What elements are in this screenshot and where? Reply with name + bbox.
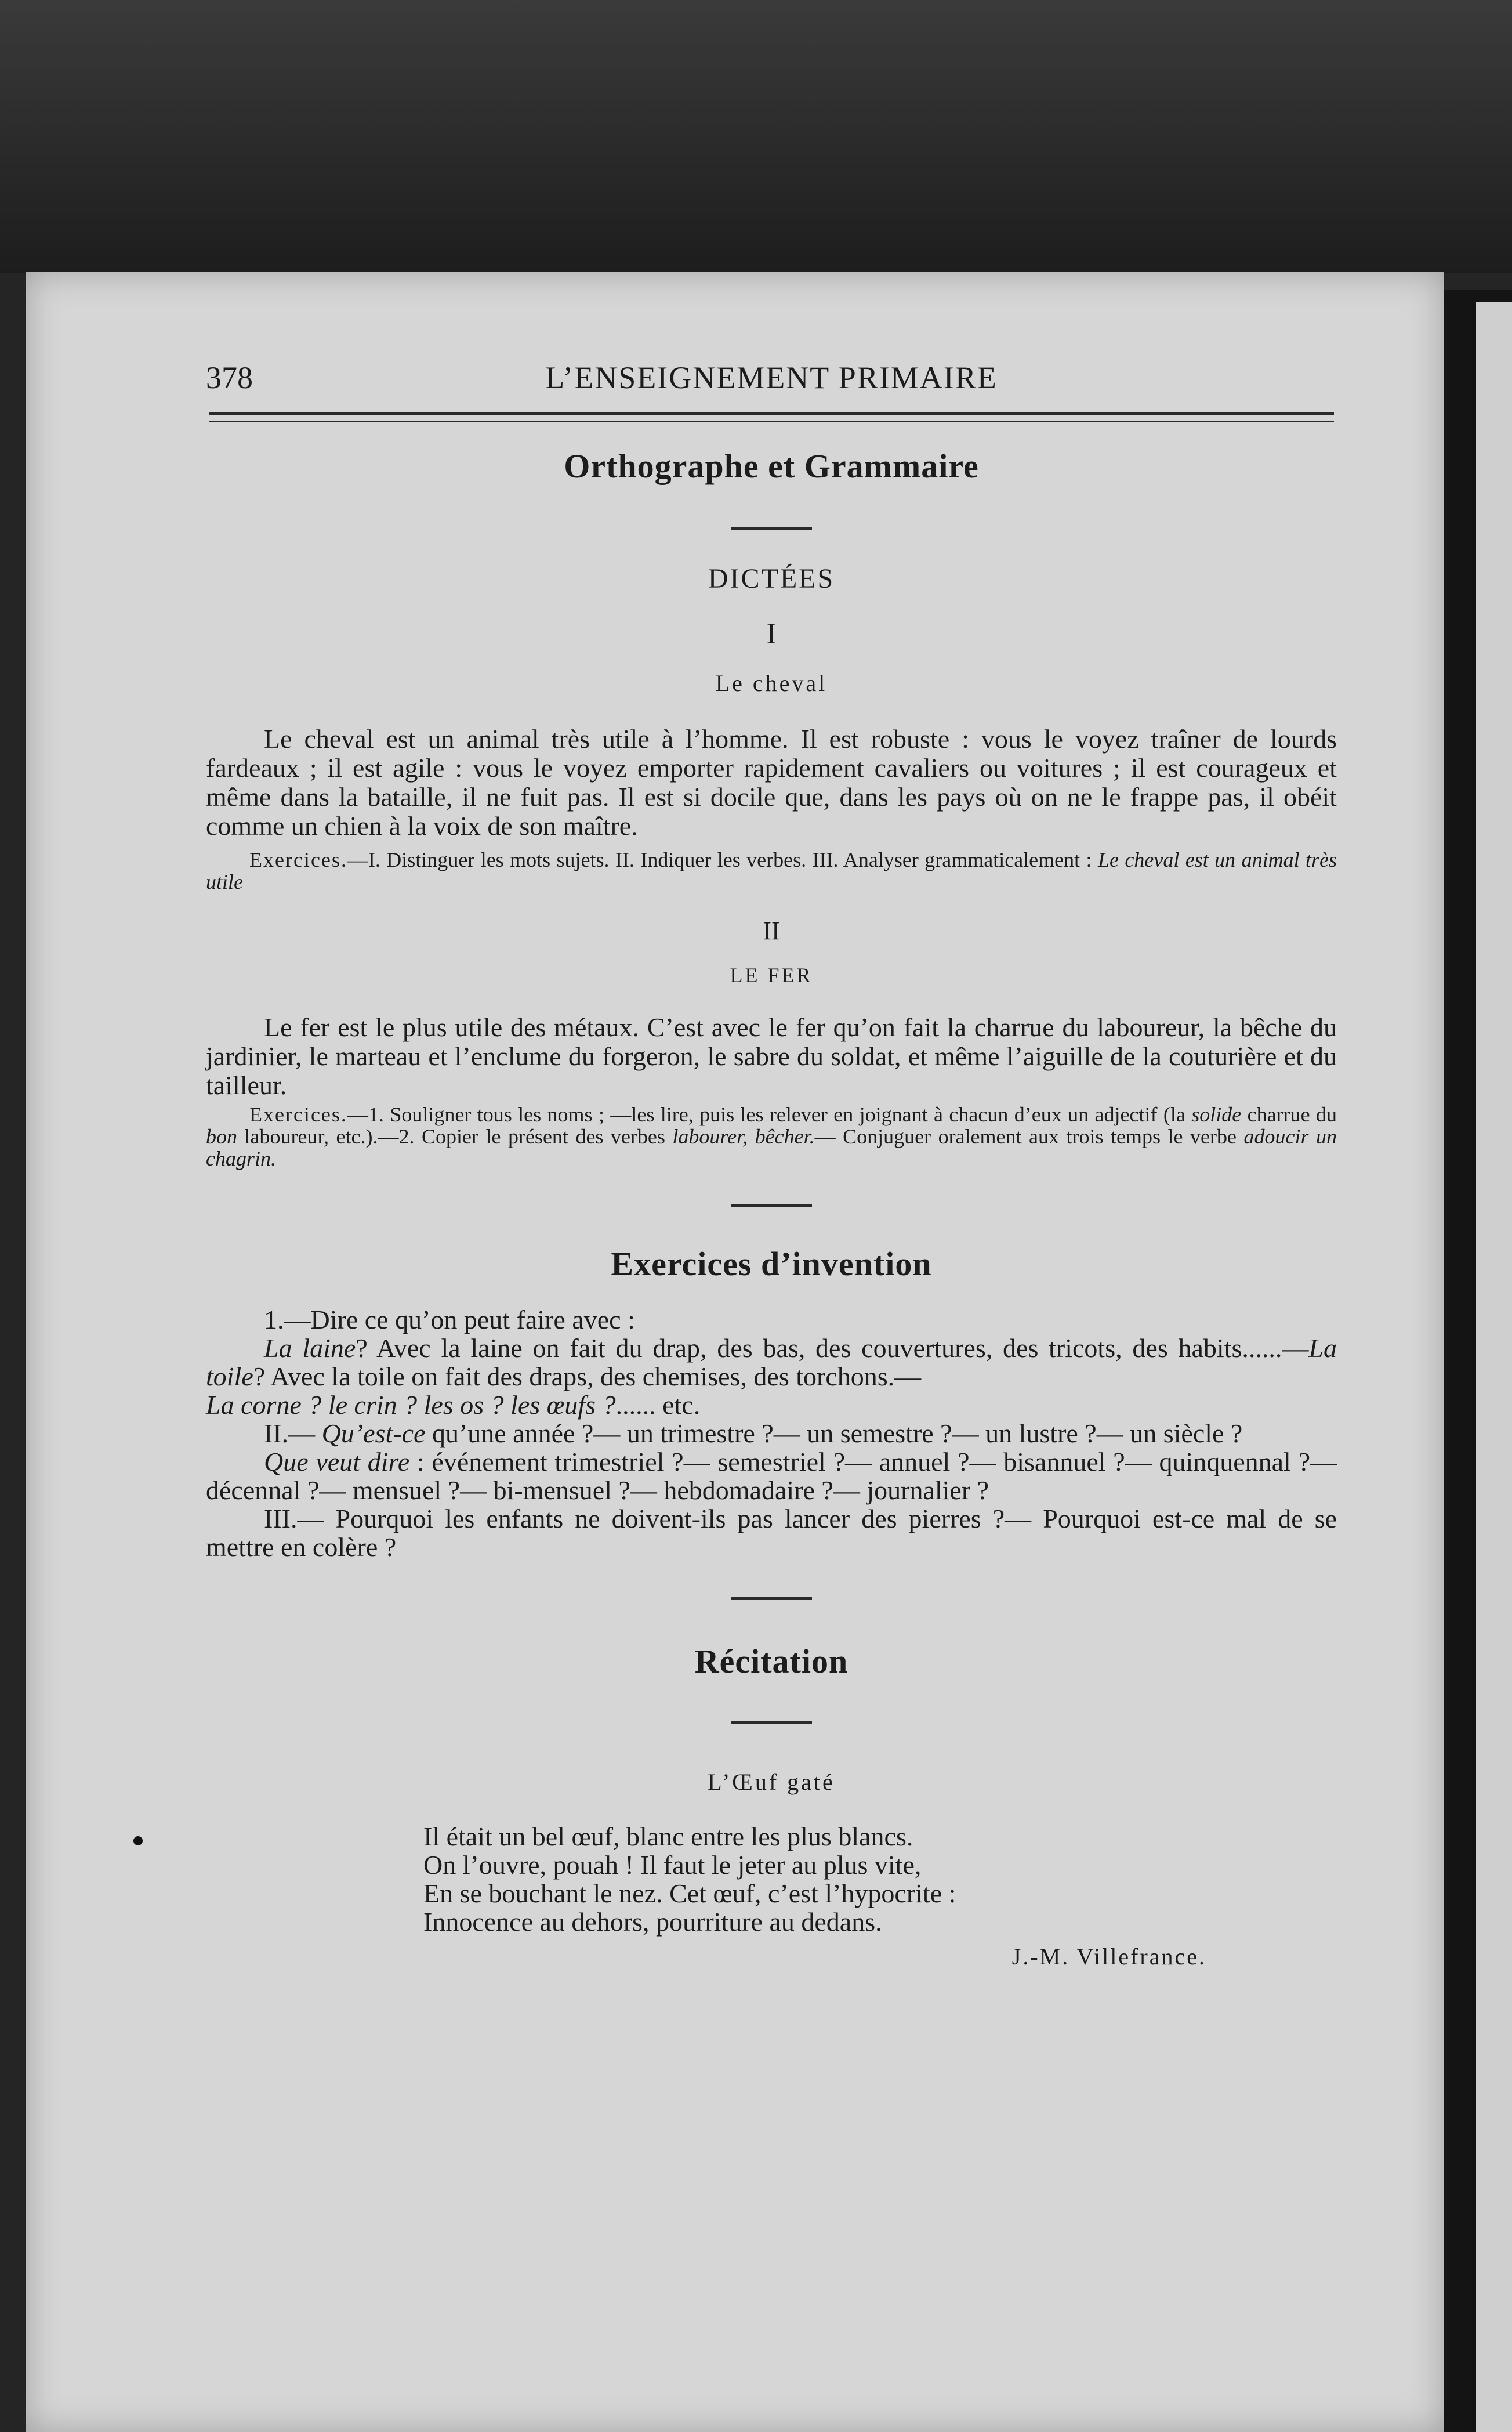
page-content: [206, 348, 1337, 1970]
invention-text: ...... etc.: [615, 1390, 701, 1420]
exercises-body: laboureur, etc.).—2. Copier le présent des verbes: [237, 1125, 673, 1148]
journal-title: L’ENSEIGNEMENT PRIMAIRE: [545, 360, 998, 395]
ink-dot: [133, 1836, 143, 1845]
subtitle-dictees: DICTÉES: [708, 563, 835, 594]
exercises-body: —1. Souligner tous les noms ; —les lire, puis les relever en joignant à chacun d’eux un adjectif (la: [347, 1103, 1192, 1126]
poem-author: J.-M. Villefrance.: [1011, 1944, 1206, 1970]
exercises-label: Exercices.: [249, 1103, 347, 1126]
exercises-label: Exercices.: [249, 848, 347, 871]
page-number: 378: [206, 360, 253, 395]
header-rule: [209, 412, 1334, 422]
invention-line-4: [206, 1419, 1337, 1447]
section-title-recitation: Récitation: [694, 1642, 849, 1680]
invention-line-1: 1.—Dire ce qu’on peut faire avec :: [264, 1305, 635, 1334]
exercises-italic: Le cheval est un animal très utile: [206, 848, 1337, 893]
italic-term: La toile: [206, 1333, 1337, 1391]
exercises-fer: [206, 1103, 1337, 1170]
exercises-cheval: [206, 849, 1337, 893]
poem-line: Innocence au dehors, pourriture au dedans.: [423, 1907, 882, 1937]
dictee-text-cheval: Le cheval est un animal très utile à l’homme. Il est robuste : vous le voyez traîner de lourds fardeaux ; il est agile : vous le voyez emporter rapidement cavaliers ou voitures ; il est courageux et même dans la bataille, il ne fuit pas. Il est si docile que, dans les pays où on ne le frappe pas, il obéit comme un chien à la voix de son maître.: [206, 724, 1337, 841]
poem-line: En se bouchant le nez. Cet œuf, c’est l’hypocrite :: [423, 1879, 956, 1908]
invention-line-6: III.— Pourquoi les enfants ne doivent-ils pas lancer des pierres ?— Pourquoi est-ce mal de se mettre en colère ?: [206, 1504, 1337, 1562]
italic-term: Qu’est-ce: [321, 1418, 426, 1448]
exercises-italic: bon: [206, 1125, 237, 1148]
next-page-edge: [1476, 302, 1512, 2432]
dictee-numeral-2: II: [763, 917, 780, 945]
exercises-italic: solide: [1191, 1103, 1242, 1126]
poem-title: L’Œuf gaté: [708, 1769, 835, 1795]
background-top: [0, 0, 1512, 273]
section-title-exercices: Exercices d’invention: [611, 1245, 932, 1283]
section-title-orthographe: Orthographe et Grammaire: [564, 447, 979, 485]
dictee-title-fer: LE FER: [730, 964, 813, 987]
invention-text: ? Avec la toile on fait des draps, des chemises, des torchons.—: [253, 1362, 922, 1391]
dictee-numeral-1: I: [766, 617, 777, 650]
running-head: [206, 348, 1337, 400]
exercises-italic: adoucir un chagrin.: [206, 1125, 1337, 1170]
italic-term: Que veut dire: [264, 1447, 410, 1476]
exercises-body: charrue du: [1241, 1103, 1337, 1126]
invention-text: : événement trimestriel ?— semestriel ?— annuel ?— bisannuel ?— quinquennal ?— décennal ?— mensuel ?— bi-mensuel ?— hebdomadaire ?— journalier ?: [206, 1447, 1337, 1505]
dictee-text-fer: Le fer est le plus utile des métaux. C’est avec le fer qu’on fait la charrue du laboureur, la bêche du jardinier, le marteau et l’enclume du forgeron, le sabre du soldat, et même l’aiguille de la couturière et du tailleur.: [206, 1012, 1337, 1100]
invention-text: II.—: [264, 1418, 322, 1448]
invention-line-2: [206, 1334, 1337, 1391]
poem-line: On l’ouvre, pouah ! Il faut le jeter au plus vite,: [423, 1850, 922, 1880]
dictee-title-cheval: Le cheval: [715, 670, 828, 696]
invention-line-5: [206, 1447, 1337, 1504]
exercises-body: — Conjuguer oralement aux trois temps le verbe: [814, 1125, 1244, 1148]
italic-term: La laine: [264, 1333, 356, 1363]
exercises-body: —I. Distinguer les mots sujets. II. Indiquer les verbes. III. Analyser grammaticalement :: [347, 848, 1098, 871]
invention-text: ? Avec la laine on fait du drap, des bas, des couvertures, des tricots, des habits......—: [356, 1333, 1309, 1363]
italic-term: La corne ? le crin ? les os ? les œufs ?: [206, 1390, 616, 1420]
exercises-italic: labourer, bêcher.: [672, 1125, 815, 1148]
poem-line: Il était un bel œuf, blanc entre les plus blancs.: [423, 1822, 913, 1851]
invention-line-3: [206, 1391, 1337, 1419]
invention-text: qu’une année ?— un trimestre ?— un semestre ?— un lustre ?— un siècle ?: [425, 1418, 1243, 1448]
